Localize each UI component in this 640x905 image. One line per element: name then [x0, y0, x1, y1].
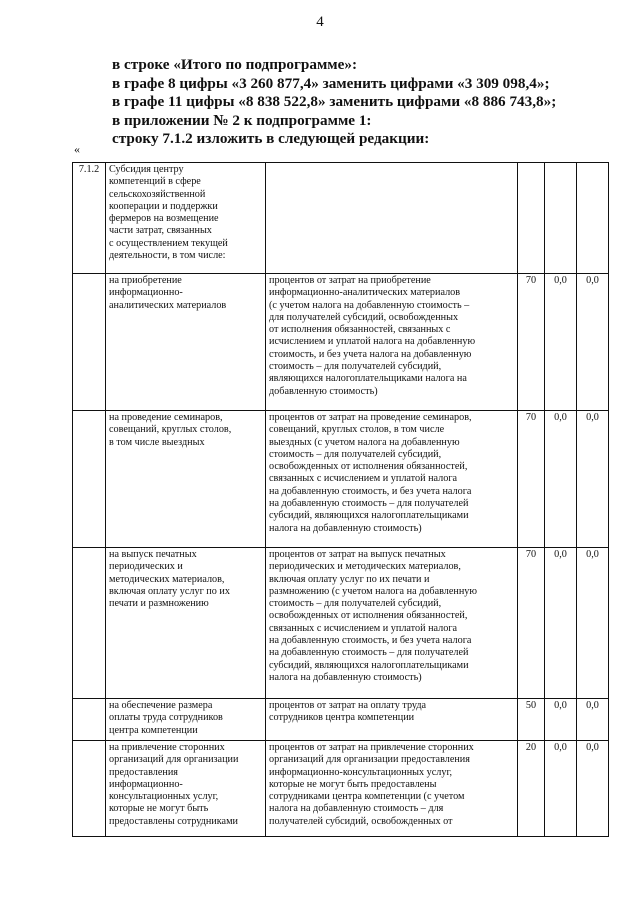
expense-item-name: на приобретение информационно- аналитических материалов: [106, 274, 266, 411]
instruction-line: в графе 8 цифры «3 260 877,4» заменить цифрами «3 309 098,4»;: [112, 74, 550, 92]
percent-value: 70: [518, 548, 545, 699]
expense-item-name: на привлечение сторонних организаций для организации предоставления информационно- консультационных услуг, которые не могут быть предоставлены сотрудниками: [106, 741, 266, 837]
percent-value: 70: [518, 411, 545, 548]
amount-value: 0,0: [577, 548, 609, 699]
expense-item-description: процентов от затрат на приобретение информационно-аналитических материалов (с учетом налога на добавленную стоимость – для получателей субсидий, освобожденных от исполнения обязанностей, связанных с исчислением и уплатой налога на добавленную стоимость, и без учета налога на добавленную стоимость – для получателей субсидий, являющихся налогоплательщиками налога на добавленную стоимость): [266, 274, 518, 411]
instruction-line: в графе 11 цифры «8 838 522,8» заменить цифрами «8 886 743,8»;: [112, 93, 557, 110]
expense-item-name: на выпуск печатных периодических и методических материалов, включая оплату услуг по их печати и размножению: [106, 548, 266, 699]
percent-value: 20: [518, 741, 545, 837]
empty-cell: [73, 274, 106, 411]
expense-item-name: на обеспечение размера оплаты труда сотрудников центра компетенции: [106, 699, 266, 741]
instruction-line: в строке «Итого по подпрограмме»:: [112, 56, 358, 73]
amount-value: 0,0: [545, 274, 577, 411]
empty-cell: [73, 411, 106, 548]
empty-cell: [73, 548, 106, 699]
amount-value: 0,0: [577, 411, 609, 548]
empty-cell: [545, 163, 577, 274]
amount-value: 0,0: [545, 741, 577, 837]
page-number: 4: [316, 14, 324, 30]
table-row: [73, 163, 609, 274]
expense-item-description: процентов от затрат на выпуск печатных периодических и методических материалов, включая оплату услуг по их печати и размножению (с учетом налога на добавленную стоимость – для получателей субсидий, освобожденных от исполнения обязанностей, связанных с исчислением и уплатой налога на добавленную стоимость, и без учета налога на добавленную стоимость – для получателей субсидий, являющихся налогоплательщиками налога на добавленную стоимость): [266, 548, 518, 699]
table-row: [73, 741, 609, 837]
percent-value: 50: [518, 699, 545, 741]
expense-item-description: процентов от затрат на привлечение сторонних организаций для организации предоставления информационно-консультационных услуг, которые не могут быть предоставлены сотрудниками центра компетенции (с учетом налога на добавленную стоимость – для получателей субсидий, освобожденных от: [266, 741, 518, 837]
percent-value: 70: [518, 274, 545, 411]
amount-value: 0,0: [545, 411, 577, 548]
table-row: [73, 699, 609, 741]
instruction-line: строку 7.1.2 изложить в следующей редакции:: [112, 130, 430, 147]
table-row: [73, 411, 609, 548]
empty-cell: [73, 741, 106, 837]
amount-value: 0,0: [577, 741, 609, 837]
empty-cell: [266, 163, 518, 274]
empty-cell: [73, 699, 106, 741]
amount-value: 0,0: [545, 548, 577, 699]
opening-quote-mark: «: [74, 142, 80, 156]
empty-cell: [518, 163, 545, 274]
expense-item-description: процентов от затрат на оплату труда сотрудников центра компетенции: [266, 699, 518, 741]
amount-value: 0,0: [577, 274, 609, 411]
amount-value: 0,0: [577, 699, 609, 741]
row-number: 7.1.2: [73, 163, 106, 274]
table-row: [73, 548, 609, 699]
instruction-line: в приложении № 2 к подпрограмме 1:: [112, 111, 372, 129]
empty-cell: [577, 163, 609, 274]
expense-item-description: процентов от затрат на проведение семинаров, совещаний, круглых столов, в том числе выездных (с учетом налога на добавленную стоимость – для получателей субсидий, освобожденных от исполнения обязанностей, связанных с исчислением и уплатой налога на добавленную стоимость, и без учета налога на добавленную стоимость – для получателей субсидий, являющихся налогоплательщиками налога на добавленную стоимость): [266, 411, 518, 548]
table-row: [73, 274, 609, 411]
subsidy-title: Субсидия центру компетенций в сфере сельскохозяйственной кооперации и поддержки фермеров на возмещение части затрат, связанных с осуществлением текущей деятельности, в том числе:: [106, 163, 266, 274]
amount-value: 0,0: [545, 699, 577, 741]
expense-item-name: на проведение семинаров, совещаний, круглых столов, в том числе выездных: [106, 411, 266, 548]
subsidy-table: [72, 162, 609, 837]
amendment-instructions: [112, 56, 612, 149]
